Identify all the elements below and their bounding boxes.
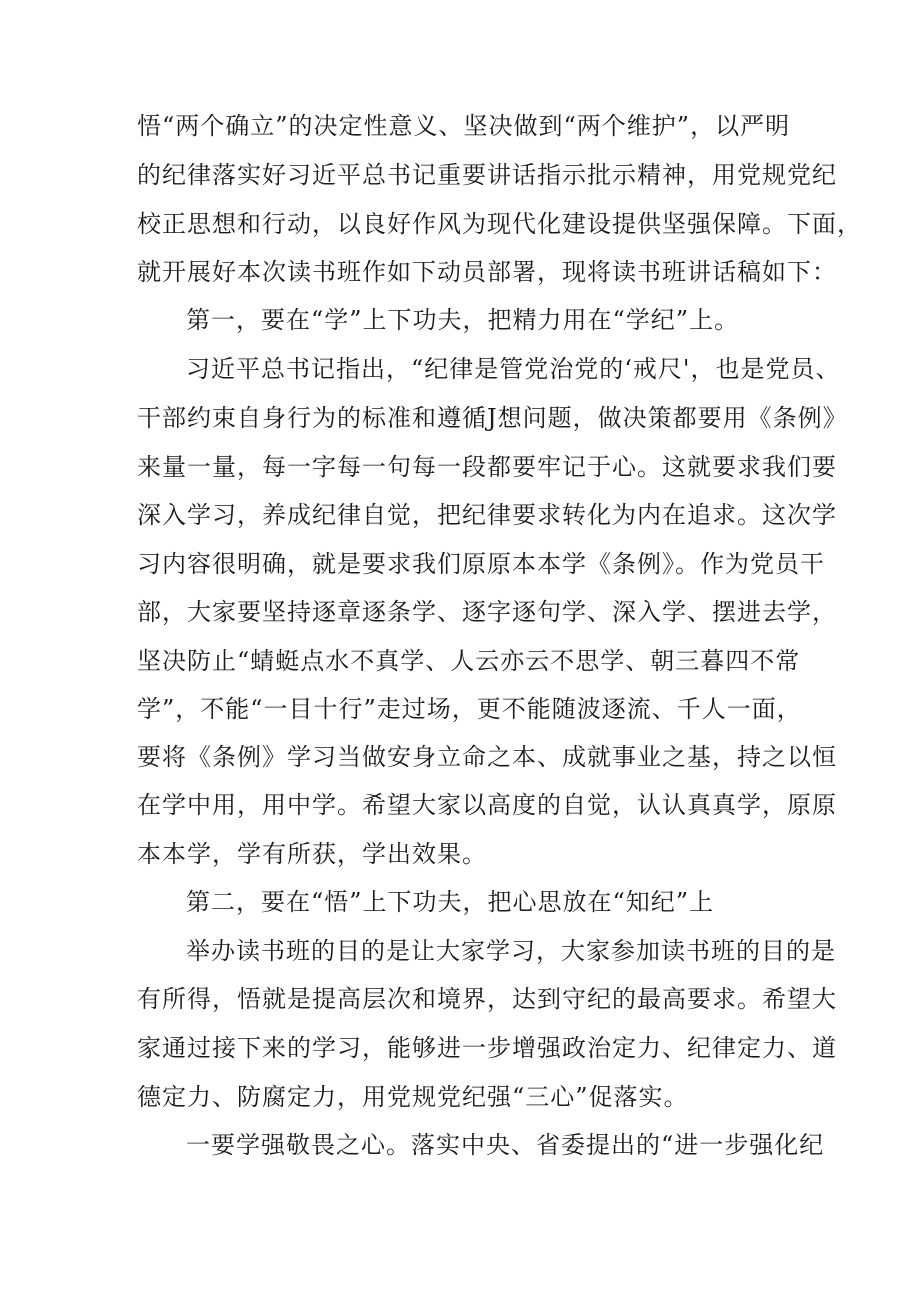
text-line: 一要学强敬畏之心。落实中央、省委提出的“进一步强化纪	[186, 1131, 825, 1159]
text-line: 干部约束自身行为的标准和遵循J想问题，做决策都要用《条例》	[137, 404, 848, 432]
text-line: 深入学习，养成纪律自觉，把纪律要求转化为内在追求。这次学	[137, 501, 837, 529]
text-line: 来量一量，每一字每一句每一段都要牢记于心。这就要求我们要	[137, 453, 837, 481]
text-line: 的纪律落实好习近平总书记重要讲话指示批示精神，用党规党纪	[137, 161, 837, 189]
text-line: 举办读书班的目的是让大家学习，大家参加读书班的目的是	[186, 937, 836, 965]
text-line: 习近平总书记指出，“纪律是管党治党的‘戒尺'，也是党员、	[186, 355, 841, 383]
text-line: 学”，不能“一目十行”走过场，更不能随波逐流、千人一面，	[137, 695, 802, 723]
section-heading: 第二，要在“悟”上下功夫，把心思放在“知纪”上	[186, 888, 715, 916]
text-line: 家通过接下来的学习，能够进一步增强政治定力、纪律定力、道	[137, 1034, 837, 1062]
text-line: 部，大家要坚持逐章逐条学、逐字逐句学、深入学、摆进去学，	[137, 598, 837, 626]
text-line: 坚决防止“蜻蜓点水不真学、人云亦云不思学、朝三暮四不常	[137, 647, 801, 675]
text-line: 习内容很明确，就是要求我们原原本本学《条例》。作为党员干	[137, 550, 825, 578]
text-line: 悟“两个确立”的决定性意义、坚决做到“两个维护”，以严明	[137, 112, 791, 140]
text-line: 就开展好本次读书班作如下动员部署，现将读书班讲话稿如下：	[137, 258, 837, 286]
text-line: 在学中用，用中学。希望大家以高度的自觉，认认真真学，原原	[137, 791, 837, 819]
text-line: 有所得，悟就是提高层次和境界，达到守纪的最高要求。希望大	[137, 985, 837, 1013]
section-heading: 第一，要在“学”上下功夫，把精力用在“学纪”上。	[186, 306, 740, 334]
text-line: 本本学，学有所获，学出效果。	[137, 840, 487, 868]
text-line: 德定力、防腐定力，用党规党纪强“三心”促落实。	[137, 1083, 689, 1111]
text-line: 校正思想和行动，以良好作风为现代化建设提供坚强保障。下面，	[137, 210, 862, 238]
text-line: 要将《条例》学习当做安身立命之本、成就事业之基，持之以恒	[137, 743, 837, 771]
